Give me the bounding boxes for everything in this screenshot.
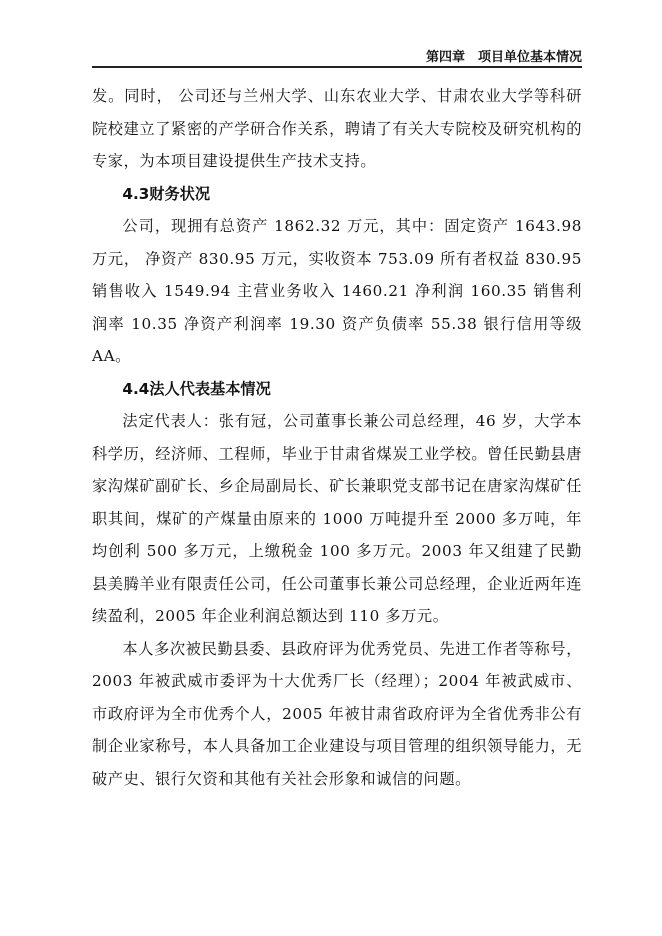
page-header	[92, 44, 582, 66]
paragraph-continuation: 发。同时， 公司还与兰州大学、山东农业大学、甘肃农业大学等科研院校建立了紧密的产学研合作关系，聘请了有关大专院校及研究机构的专家，为本项目建设提供生产技术支持。	[92, 87, 582, 170]
section-heading-4-3: 4.3财务状况	[122, 184, 211, 203]
paragraph-legal-rep-honors: 本人多次被民勤县委、县政府评为优秀党员、先进工作者等称号，2003 年被武威市委评为十大优秀厂长（经理）；2004 年被武威市、市政府评为全市优秀个人，2005 年被甘肃省政府评为全省优秀非公有制企业家称号，本人具备加工企业建设与项目管理的组织领导能力，无破产史、银行欠资和其他有关社会形象和诚信的问题。	[92, 639, 582, 788]
paragraph-legal-rep-profile: 法定代表人：张有冠，公司董事长兼公司总经理，46 岁，大学本科学历，经济师、工程师，毕业于甘肃省煤炭工业学校。曾任民勤县唐家沟煤矿副矿长、乡企局副局长、矿长兼职党支部书记在唐家沟煤矿任职其间，煤矿的产煤量由原来的 1000 万吨提升至 2000 多万吨，年均创利 500 多万元，上缴税金 100 多万元。2003 年又组建了民勤县美腾羊业有限责任公司，任公司董事长兼公司总经理，企业近两年连续盈利，2005 年企业利润总额达到 110 多万元。	[92, 412, 582, 625]
chapter-title: 第四章 项目单位基本情况	[425, 50, 582, 65]
header-rule	[92, 66, 582, 68]
section-heading-4-4: 4.4法人代表基本情况	[122, 379, 271, 398]
paragraph-financial-status: 公司，现拥有总资产 1862.32 万元，其中：固定资产 1643.98 万元， 净资产 830.95 万元，实收资本 753.09 所有者权益 830.95 销售收入 1549.94 主营业务收入 1460.21 净利润 160.35 销售利润率 10.35 净资产利润率 19.30 资产负债率 55.38 银行信用等级 AA。	[92, 217, 582, 365]
document-body	[92, 80, 582, 795]
